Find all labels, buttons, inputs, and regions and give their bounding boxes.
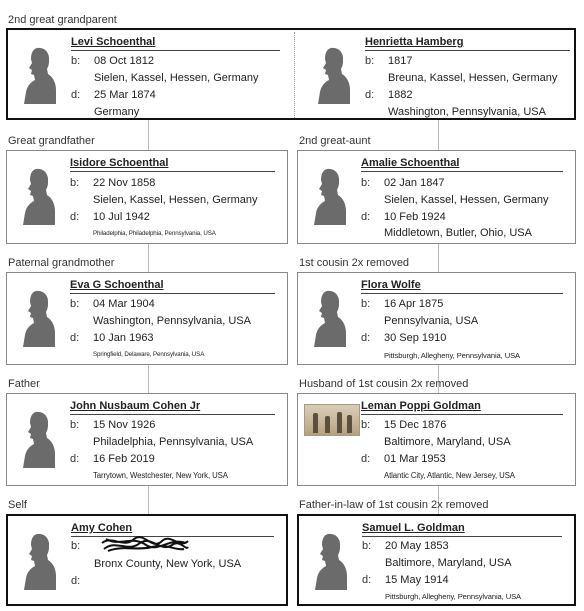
death-label: d: — [365, 89, 375, 101]
name-underline — [71, 50, 280, 51]
birth-label: b: — [361, 298, 371, 310]
death-date: 16 Feb 2019 — [93, 453, 155, 465]
person-name[interactable]: Leman Poppi Goldman — [361, 400, 481, 412]
birth-place: Sielen, Kassel, Hessen, Germany — [94, 72, 259, 84]
name-underline — [70, 171, 275, 172]
death-date: 01 Mar 1953 — [384, 453, 446, 465]
birth-label: b: — [71, 540, 81, 552]
death-date: 1882 — [388, 89, 413, 101]
birth-place: Sielen, Kassel, Hessen, Germany — [93, 194, 258, 206]
birth-date: 22 Nov 1858 — [93, 177, 156, 189]
death-label: d: — [71, 89, 81, 101]
birth-place: Sielen, Kassel, Hessen, Germany — [384, 194, 549, 206]
death-label: d: — [361, 453, 371, 465]
relation-label: 2nd great grandparent — [8, 14, 117, 26]
birth-date: 20 May 1853 — [385, 540, 449, 552]
birth-place: Bronx County, New York, USA — [94, 558, 242, 570]
person-name[interactable]: Amalie Schoenthal — [361, 157, 460, 169]
person-card-eva[interactable] — [6, 272, 288, 365]
person-name[interactable]: Levi Schoenthal — [71, 36, 156, 48]
name-underline — [70, 293, 275, 294]
death-label: d: — [362, 574, 372, 586]
birth-label: b: — [70, 419, 80, 431]
death-date: 10 Jul 1942 — [93, 211, 150, 223]
person-name[interactable]: Samuel L. Goldman — [362, 522, 465, 534]
death-label: d: — [70, 453, 80, 465]
person-name[interactable]: Amy Cohen — [71, 522, 133, 534]
birth-place: Washington, Pennsylvania, USA — [93, 315, 251, 327]
death-place: Philadelphia, Philadelphia, Pennsylvania, USA — [93, 230, 216, 237]
death-date: 10 Feb 1924 — [384, 211, 446, 223]
birth-date: 04 Mar 1904 — [93, 298, 155, 310]
person-card-amalie[interactable] — [297, 150, 576, 244]
birth-label: b: — [71, 55, 81, 67]
person-name[interactable]: Isidore Schoenthal — [70, 157, 169, 169]
birth-date: 1817 — [388, 55, 413, 67]
birth-date: 08 Oct 1812 — [94, 55, 154, 67]
person-card-amy[interactable] — [6, 514, 288, 606]
person-name[interactable]: Eva G Schoenthal — [70, 279, 164, 291]
death-place: Atlantic City, Atlantic, New Jersey, USA — [384, 471, 515, 480]
birth-label: b: — [362, 540, 372, 552]
birth-place: Baltimore, Maryland, USA — [385, 557, 512, 569]
birth-label: b: — [361, 419, 371, 431]
person-card-leman[interactable] — [297, 393, 576, 486]
birth-label: b: — [70, 177, 80, 189]
silhouette-icon — [317, 46, 351, 104]
name-underline — [361, 171, 563, 172]
person-card-henrietta[interactable] — [302, 30, 574, 120]
connector-line — [148, 486, 149, 514]
birth-place: Pennsylvania, USA — [384, 315, 479, 327]
death-place: Germany — [94, 106, 140, 118]
name-underline — [361, 293, 563, 294]
death-place: Springfield, Delaware, Pennsylvania, USA — [93, 351, 205, 358]
silhouette-icon — [23, 532, 57, 590]
death-date: 25 Mar 1874 — [94, 89, 156, 101]
name-underline — [70, 414, 275, 415]
silhouette-icon — [313, 167, 347, 225]
person-name[interactable]: Henrietta Hamberg — [365, 36, 464, 48]
birth-place: Philadelphia, Pennsylvania, USA — [93, 436, 254, 448]
death-place: Pittsburgh, Allegheny, Pennsylvania, USA — [384, 351, 521, 360]
death-place: Middletown, Butler, Ohio, USA — [384, 227, 532, 239]
relation-label: Self — [8, 499, 27, 511]
connector-line — [438, 244, 439, 274]
birth-place: Breuna, Kassel, Hessen, Germany — [388, 72, 558, 84]
birth-place: Baltimore, Maryland, USA — [384, 436, 511, 448]
death-date: 30 Sep 1910 — [384, 332, 447, 344]
silhouette-icon — [313, 289, 347, 347]
relation-label: Husband of 1st cousin 2x removed — [299, 378, 469, 390]
connector-line — [438, 120, 439, 150]
person-name[interactable]: John Nusbaum Cohen Jr — [70, 400, 201, 412]
name-underline — [361, 414, 563, 415]
name-underline — [365, 50, 570, 51]
death-label: d: — [70, 332, 80, 344]
relation-label: Great grandfather — [8, 135, 95, 147]
relation-label: Father-in-law of 1st cousin 2x removed — [299, 499, 489, 511]
silhouette-icon — [23, 46, 57, 104]
family-photo[interactable] — [304, 404, 360, 436]
couple-divider — [294, 32, 295, 118]
relation-label: Paternal grandmother — [8, 257, 115, 269]
person-card-isidore[interactable] — [6, 150, 288, 244]
birth-label: b: — [70, 298, 80, 310]
death-date: 10 Jan 1963 — [93, 332, 154, 344]
person-card-samuel[interactable] — [297, 514, 576, 606]
death-label: d: — [71, 575, 81, 587]
death-label: d: — [70, 211, 80, 223]
death-label: d: — [361, 332, 371, 344]
person-name[interactable]: Flora Wolfe — [361, 279, 421, 291]
death-place: Washington, Pennsylvania, USA — [388, 106, 546, 118]
birth-date: 16 Apr 1875 — [384, 298, 444, 310]
death-place: Pittsburgh, Allegheny, Pennsylvania, USA — [385, 592, 522, 601]
person-card-john[interactable] — [6, 393, 288, 486]
birth-label: b: — [361, 177, 371, 189]
silhouette-icon — [22, 410, 56, 468]
death-date: 15 May 1914 — [385, 574, 449, 586]
silhouette-icon — [314, 532, 348, 590]
relation-label: Father — [8, 378, 40, 390]
birth-date: 02 Jan 1847 — [384, 177, 445, 189]
silhouette-icon — [22, 167, 56, 225]
person-card-couple[interactable] — [6, 28, 576, 120]
connector-line — [148, 365, 149, 395]
name-underline — [362, 536, 562, 537]
connector-line — [148, 244, 149, 274]
birth-label: b: — [365, 55, 375, 67]
person-card-levi[interactable] — [8, 30, 292, 120]
death-label: d: — [361, 211, 371, 223]
relation-label: 2nd great-aunt — [299, 135, 371, 147]
birth-date: 15 Nov 1926 — [93, 419, 156, 431]
silhouette-icon — [22, 289, 56, 347]
death-place: Tarrytown, Westchester, New York, USA — [93, 471, 228, 480]
connector-line — [148, 120, 149, 150]
relation-label: 1st cousin 2x removed — [299, 257, 410, 269]
birth-date: 15 Dec 1876 — [384, 419, 447, 431]
redaction-scribble — [100, 533, 190, 555]
person-card-flora[interactable] — [297, 272, 576, 365]
